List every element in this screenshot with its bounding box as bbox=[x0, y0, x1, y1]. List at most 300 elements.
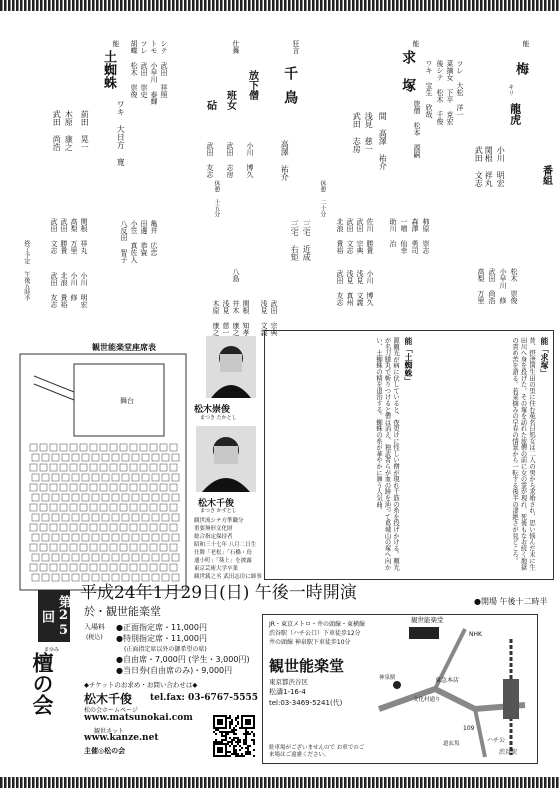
qr-module bbox=[235, 753, 237, 755]
qr-module bbox=[217, 755, 219, 757]
access-box bbox=[262, 614, 538, 764]
qr-module bbox=[225, 721, 227, 723]
qr-module bbox=[235, 749, 237, 751]
seat bbox=[80, 564, 87, 571]
qr-module bbox=[215, 739, 217, 741]
noh1-subtitle: 龍虎 bbox=[508, 103, 522, 125]
noh1-cast-1: 小川 明宏 bbox=[496, 146, 506, 187]
noh2-cast-3: 後シテ 松木 千俊 bbox=[436, 60, 445, 125]
qr-module bbox=[249, 733, 251, 735]
seat bbox=[132, 514, 139, 521]
seat bbox=[40, 544, 47, 551]
seat bbox=[140, 564, 147, 571]
noh2-jiutai-4: 北浪 貴裕 bbox=[336, 218, 345, 254]
shimai-cast-1: 小川 博久 bbox=[246, 142, 255, 178]
qr-module bbox=[227, 743, 229, 745]
seat bbox=[152, 474, 159, 481]
qr-module bbox=[243, 755, 245, 757]
noh2-jiutai-2: 武田 宗典 bbox=[356, 218, 365, 254]
seat bbox=[70, 524, 77, 531]
qr-module bbox=[223, 755, 225, 757]
seat bbox=[130, 504, 137, 511]
seat bbox=[140, 464, 147, 471]
qr-module bbox=[253, 715, 255, 717]
seat bbox=[140, 504, 147, 511]
qr-module bbox=[225, 725, 227, 727]
qr-module bbox=[249, 753, 251, 755]
seat bbox=[120, 484, 127, 491]
qr-module bbox=[215, 729, 217, 731]
bio-line: 観世銕之丞 武田志房に師事 bbox=[194, 574, 262, 580]
seat bbox=[160, 484, 167, 491]
qr-module bbox=[245, 723, 247, 725]
qr-module bbox=[253, 739, 255, 741]
seat bbox=[142, 554, 149, 561]
event-venue: 於・観世能楽堂 bbox=[84, 605, 161, 618]
seat bbox=[132, 494, 139, 501]
qr-module bbox=[235, 719, 237, 721]
qr-module bbox=[245, 733, 247, 735]
seat bbox=[40, 444, 47, 451]
seat bbox=[92, 534, 99, 541]
shimai-cast-6: 浅見 慈一 bbox=[222, 300, 231, 336]
seat bbox=[62, 454, 69, 461]
series-number bbox=[38, 590, 70, 642]
seat bbox=[152, 494, 159, 501]
qr-module bbox=[237, 737, 239, 739]
noh2-jiutai-8: 武田 友志 bbox=[336, 270, 345, 306]
qr-module bbox=[229, 723, 231, 725]
qr-module bbox=[249, 719, 251, 721]
qr-module bbox=[225, 733, 227, 735]
qr-module bbox=[215, 727, 217, 729]
price-5: ●当日券(自由席のみ)・9,000円 bbox=[116, 666, 233, 675]
qr-module bbox=[221, 743, 223, 745]
qr-module bbox=[227, 717, 229, 719]
seat bbox=[172, 554, 179, 561]
seat bbox=[50, 484, 57, 491]
qr-module bbox=[225, 745, 227, 747]
qr-module bbox=[247, 723, 249, 725]
seat bbox=[60, 464, 67, 471]
seat bbox=[120, 544, 127, 551]
seat bbox=[142, 454, 149, 461]
seat bbox=[52, 474, 59, 481]
qr-module bbox=[215, 741, 217, 743]
qr-module bbox=[235, 717, 237, 719]
qr-module bbox=[223, 727, 225, 729]
seat bbox=[150, 544, 157, 551]
seat bbox=[170, 564, 177, 571]
seat bbox=[70, 484, 77, 491]
seat bbox=[132, 554, 139, 561]
qr-module bbox=[233, 747, 235, 749]
qr-module bbox=[213, 743, 215, 745]
qr-module bbox=[219, 741, 221, 743]
qr-module bbox=[229, 755, 231, 757]
notes-body-1: 昔、摂津国生田の里に住む菟名日処女は二人の男から求婚され、思い悩んだ末に生田川へ身を投げた。その塚を訪れた旅僧の前に女の霊が現れ、死後もなお続く地獄の責め苦を語る。若菜摘みの早春の情景から一転する後半の凄絶さが見どころ。 bbox=[511, 337, 535, 571]
qr-module bbox=[221, 749, 223, 751]
series-name: 檀の会 bbox=[30, 652, 55, 715]
seat bbox=[120, 524, 127, 531]
homepage-link[interactable]: www.matsunokai.com bbox=[84, 713, 193, 723]
qr-module bbox=[229, 715, 231, 717]
seat bbox=[150, 524, 157, 531]
seat bbox=[142, 494, 149, 501]
qr-module bbox=[233, 753, 235, 755]
qr-module bbox=[221, 747, 223, 749]
qr-module bbox=[217, 721, 219, 723]
qr-module bbox=[219, 747, 221, 749]
noh1-cast-3: 武田 文志 bbox=[474, 146, 484, 187]
noh2-cast-5: 旅僧 松本 源嗣 bbox=[413, 100, 422, 158]
seat bbox=[150, 564, 157, 571]
qr-module bbox=[225, 715, 227, 717]
qr-module bbox=[229, 725, 231, 727]
qr-module bbox=[213, 749, 215, 751]
qr-module bbox=[243, 741, 245, 743]
seat bbox=[92, 554, 99, 561]
qr-module bbox=[239, 739, 241, 741]
seat bbox=[170, 504, 177, 511]
seat bbox=[50, 464, 57, 471]
parking-note: 駐車場がございませんので お車でのご来場はご遠慮ください。 bbox=[269, 745, 365, 759]
qr-module bbox=[237, 723, 239, 725]
noh2-jiutai-5: 小川 博久 bbox=[366, 270, 375, 306]
qr-module bbox=[253, 749, 255, 751]
qr-module bbox=[225, 751, 227, 753]
seat bbox=[162, 454, 169, 461]
seat bbox=[160, 444, 167, 451]
qr-module bbox=[221, 719, 223, 721]
qr-module bbox=[245, 729, 247, 731]
seat bbox=[172, 474, 179, 481]
seat bbox=[170, 484, 177, 491]
qr-module bbox=[241, 723, 243, 725]
qr-module bbox=[245, 737, 247, 739]
qr-module bbox=[229, 731, 231, 733]
kyogen-title: 千鳥 bbox=[282, 66, 299, 114]
venue-tel: tel:03-3469-5241(代) bbox=[269, 699, 343, 707]
seat bbox=[112, 494, 119, 501]
seat bbox=[162, 534, 169, 541]
qr-module bbox=[249, 745, 251, 747]
seat bbox=[52, 554, 59, 561]
qr-module bbox=[251, 727, 253, 729]
seat bbox=[102, 454, 109, 461]
seat bbox=[130, 484, 137, 491]
qr-module bbox=[247, 715, 249, 717]
noh3-jiutai-7: 北浪 貴裕 bbox=[60, 272, 69, 308]
seat bbox=[92, 474, 99, 481]
seat bbox=[52, 534, 59, 541]
noh3-ai-2: 木原 康之 bbox=[64, 110, 74, 151]
qr-module bbox=[215, 733, 217, 735]
qr-module bbox=[225, 755, 227, 757]
qr-module bbox=[217, 747, 219, 749]
seat bbox=[122, 534, 129, 541]
qr-module bbox=[245, 735, 247, 737]
qr-module bbox=[221, 755, 223, 757]
qr-module bbox=[239, 755, 241, 757]
seat bbox=[140, 484, 147, 491]
seat bbox=[60, 524, 67, 531]
qr-module bbox=[219, 743, 221, 745]
qr-module bbox=[253, 755, 255, 757]
seat bbox=[170, 444, 177, 451]
seat bbox=[162, 514, 169, 521]
notes-box bbox=[264, 330, 554, 580]
seat bbox=[160, 564, 167, 571]
noh3-jiutai-6: 小川 修 bbox=[70, 272, 79, 301]
qr-module bbox=[235, 745, 237, 747]
seat bbox=[102, 494, 109, 501]
qr-module bbox=[213, 725, 215, 727]
seat bbox=[82, 534, 89, 541]
qr-module bbox=[253, 733, 255, 735]
qr-module bbox=[243, 733, 245, 735]
qr-module bbox=[245, 721, 247, 723]
qr-module bbox=[213, 715, 215, 717]
seat bbox=[80, 464, 87, 471]
seat bbox=[62, 534, 69, 541]
seat bbox=[50, 504, 57, 511]
qr-module bbox=[229, 717, 231, 719]
qr-module bbox=[247, 753, 249, 755]
noh1-hayashi-2: 小早川 修 bbox=[499, 268, 508, 304]
seat bbox=[82, 454, 89, 461]
qr-module bbox=[217, 715, 219, 717]
qr-code[interactable] bbox=[210, 712, 258, 760]
kanze-link[interactable]: www.kanze.net bbox=[84, 733, 159, 743]
organizer: 松木千俊 bbox=[84, 692, 133, 706]
qr-module bbox=[225, 735, 227, 737]
noh1-title: 梅 bbox=[512, 62, 528, 75]
seat bbox=[90, 544, 97, 551]
seat bbox=[140, 544, 147, 551]
qr-module bbox=[245, 739, 247, 741]
seat bbox=[52, 494, 59, 501]
seat-map-title: 観世能楽堂座席表 bbox=[92, 342, 156, 352]
qr-module bbox=[253, 727, 255, 729]
qr-module bbox=[247, 745, 249, 747]
seat bbox=[130, 564, 137, 571]
seat bbox=[122, 474, 129, 481]
map-label-shinsen: 神泉駅 bbox=[379, 675, 396, 681]
seat bbox=[30, 484, 37, 491]
portrait-2-photo bbox=[196, 426, 256, 492]
seat bbox=[100, 484, 107, 491]
qr-module bbox=[221, 715, 223, 717]
seat bbox=[160, 524, 167, 531]
qr-module bbox=[233, 737, 235, 739]
seat bbox=[42, 454, 49, 461]
seat bbox=[100, 524, 107, 531]
qr-module bbox=[235, 729, 237, 731]
seat bbox=[80, 484, 87, 491]
qr-module bbox=[217, 723, 219, 725]
access-map[interactable] bbox=[375, 619, 533, 759]
qr-module bbox=[229, 727, 231, 729]
seat bbox=[30, 464, 37, 471]
seat bbox=[100, 444, 107, 451]
seat bbox=[170, 544, 177, 551]
price-4: ●自由席・7,000円 (学生・3,000円) bbox=[116, 655, 250, 664]
qr-module bbox=[235, 751, 237, 753]
qr-module bbox=[245, 753, 247, 755]
seat bbox=[72, 514, 79, 521]
price-2: ●特別指定席・11,000円 bbox=[116, 634, 207, 643]
access-line-1: JR・東京メトロ・井の頭線・東横線 bbox=[269, 621, 365, 628]
qr-module bbox=[221, 751, 223, 753]
seat bbox=[132, 454, 139, 461]
seat bbox=[110, 524, 117, 531]
qr-module bbox=[235, 733, 237, 735]
qr-module bbox=[219, 727, 221, 729]
qr-module bbox=[229, 751, 231, 753]
seat bbox=[132, 534, 139, 541]
noh3-end: 終了予定 午後五時半 bbox=[22, 240, 30, 301]
seat bbox=[120, 444, 127, 451]
qr-module bbox=[241, 717, 243, 719]
map-label-nhk: NHK bbox=[469, 631, 482, 638]
seat bbox=[150, 444, 157, 451]
qr-module bbox=[251, 731, 253, 733]
noh2-jiutai-7: 浅見 真州 bbox=[346, 270, 355, 306]
noh2-hayashi-1: 柿原 崇志 bbox=[422, 218, 431, 254]
seat bbox=[60, 444, 67, 451]
noh3-jiutai-2: 高梨 万里 bbox=[70, 218, 79, 254]
seat bbox=[80, 544, 87, 551]
qr-module bbox=[229, 721, 231, 723]
qr-module bbox=[235, 737, 237, 739]
seat bbox=[30, 544, 37, 551]
event-open: ●開場 午後十二時半 bbox=[474, 597, 548, 606]
kanze-label: 観世ネット bbox=[94, 728, 125, 735]
noh2-break: 休憩 二十分 bbox=[318, 180, 326, 217]
seat bbox=[82, 494, 89, 501]
seat bbox=[32, 494, 39, 501]
qr-module bbox=[221, 735, 223, 737]
qr-module bbox=[231, 743, 233, 745]
seat bbox=[142, 514, 149, 521]
seat bbox=[52, 514, 59, 521]
qr-module bbox=[235, 755, 237, 757]
qr-module bbox=[249, 751, 251, 753]
bottom-border bbox=[0, 777, 560, 788]
seat bbox=[42, 574, 49, 581]
venue-address-2: 松濤1-16-4 bbox=[269, 688, 306, 696]
seat bbox=[82, 514, 89, 521]
seat bbox=[152, 454, 159, 461]
qr-module bbox=[213, 747, 215, 749]
noh3-jiutai-3: 武田 勝貴 bbox=[60, 218, 69, 254]
seat bbox=[122, 454, 129, 461]
shimai-item-4: 八島 bbox=[232, 268, 241, 282]
qr-module bbox=[223, 731, 225, 733]
seat bbox=[70, 504, 77, 511]
shimai-item-1: 放下僧 bbox=[246, 70, 258, 100]
qr-module bbox=[225, 743, 227, 745]
seat bbox=[60, 484, 67, 491]
noh2-hayashi-3: 一噌 仙幸 bbox=[400, 218, 409, 254]
seat bbox=[110, 484, 117, 491]
shimai-item-3: 砧 bbox=[204, 100, 216, 110]
qr-module bbox=[223, 743, 225, 745]
qr-module bbox=[221, 727, 223, 729]
price-tax: (税込) bbox=[86, 634, 103, 641]
noh1-hayashi-3: 武田 尚浩 bbox=[488, 268, 497, 304]
seat bbox=[82, 474, 89, 481]
seat bbox=[90, 484, 97, 491]
qr-module bbox=[231, 719, 233, 721]
qr-module bbox=[225, 739, 227, 741]
seat bbox=[122, 554, 129, 561]
series-number-text: 第25回 bbox=[39, 595, 71, 638]
access-line-2: 渋谷駅（ハチ公口）下車徒歩12分 bbox=[269, 630, 361, 637]
qr-module bbox=[223, 739, 225, 741]
seat bbox=[172, 494, 179, 501]
seat bbox=[110, 544, 117, 551]
qr-module bbox=[231, 753, 233, 755]
qr-module bbox=[243, 727, 245, 729]
qr-module bbox=[253, 721, 255, 723]
seat bbox=[130, 544, 137, 551]
bio-line: 重要無形文化財 bbox=[194, 526, 233, 532]
qr-module bbox=[239, 727, 241, 729]
shimai-cast-3: 武田 友志 bbox=[206, 142, 215, 178]
qr-module bbox=[243, 739, 245, 741]
bio-line: 昭和三十七年 八月二日生 bbox=[194, 542, 257, 548]
bio-line: 観世流シテ方準職分 bbox=[194, 518, 244, 524]
noh2-cast-2: 菜摘女 下平 克宏 bbox=[446, 60, 455, 125]
seat bbox=[60, 544, 67, 551]
qr-module bbox=[221, 723, 223, 725]
seat bbox=[32, 514, 39, 521]
bio-line: 総合指定保持者 bbox=[194, 534, 233, 540]
qr-module bbox=[217, 729, 219, 731]
seat bbox=[32, 454, 39, 461]
qr-module bbox=[233, 731, 235, 733]
qr-module bbox=[219, 723, 221, 725]
qr-module bbox=[225, 749, 227, 751]
map-label-dogenzaka: 道玄坂 bbox=[443, 741, 460, 747]
seat bbox=[70, 464, 77, 471]
seat bbox=[120, 504, 127, 511]
qr-module bbox=[237, 717, 239, 719]
qr-module bbox=[235, 741, 237, 743]
seat bbox=[110, 444, 117, 451]
seat bbox=[132, 474, 139, 481]
seat bbox=[80, 504, 87, 511]
noh3-jiutai-1: 関根 祥丸 bbox=[80, 218, 89, 254]
qr-module bbox=[227, 731, 229, 733]
seat bbox=[140, 444, 147, 451]
seat bbox=[40, 464, 47, 471]
qr-module bbox=[245, 743, 247, 745]
seat bbox=[50, 564, 57, 571]
seat bbox=[140, 524, 147, 531]
qr-module bbox=[223, 715, 225, 717]
seat bbox=[130, 524, 137, 531]
seat bbox=[70, 564, 77, 571]
noh2-cast-4: ワキ 宝生 欣哉 bbox=[425, 60, 434, 118]
qr-module bbox=[247, 733, 249, 735]
seat bbox=[72, 454, 79, 461]
qr-module bbox=[249, 723, 251, 725]
map-label-hachiko: ハチ公 bbox=[487, 737, 506, 744]
noh3-ai-3: 武田 尚浩 bbox=[52, 110, 62, 151]
